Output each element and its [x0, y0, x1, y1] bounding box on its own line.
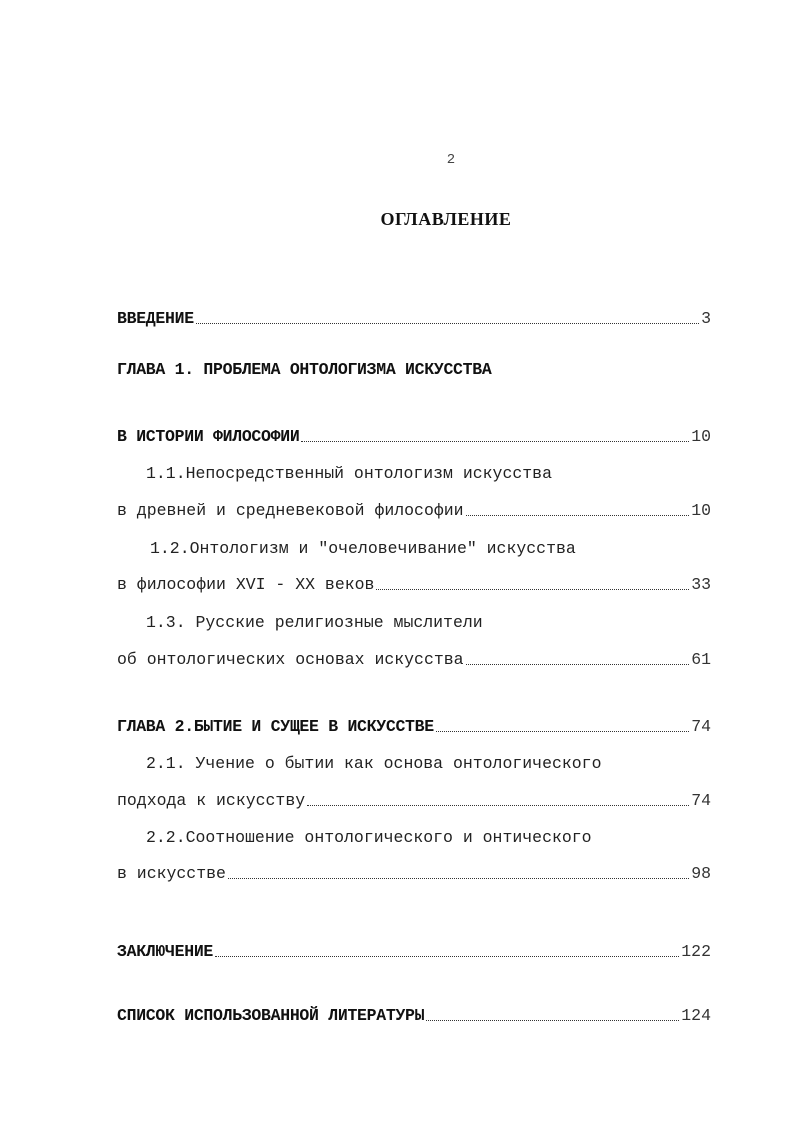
toc-entry-text: 2.1. Учение о бытии как основа онтологического [146, 754, 602, 773]
toc-entry-text: 1.2.Онтологизм и "очеловечивание" искусства [150, 539, 576, 558]
toc-entry-text: об онтологических основах искусства [117, 650, 464, 669]
toc-entry-text: 2.2.Соотношение онтологического и онтического [146, 828, 592, 847]
toc-entry-chapter-1[interactable] [117, 425, 711, 447]
dot-leader [301, 441, 689, 442]
toc-entry-text: ГЛАВА 1. ПРОБЛЕМА ОНТОЛОГИЗМА ИСКУССТВА [117, 360, 492, 379]
dot-leader [376, 589, 689, 590]
toc-entry-page: 122 [681, 942, 711, 961]
toc-entry-text: ВВЕДЕНИЕ [117, 309, 194, 328]
toc-entry-introduction[interactable] [117, 307, 711, 329]
toc-entry-text: СПИСОК ИСПОЛЬЗОВАННОЙ ЛИТЕРАТУРЫ [117, 1006, 425, 1025]
dot-leader [196, 323, 699, 324]
toc-entry-section-1-1[interactable] [117, 499, 711, 521]
toc-entry-page: 33 [691, 575, 711, 594]
dot-leader [228, 878, 689, 879]
toc-entry-page: 10 [691, 501, 711, 520]
page-title: ОГЛАВЛЕНИЕ [380, 209, 512, 229]
toc-entry-text: В ИСТОРИИ ФИЛОСОФИИ [117, 427, 300, 446]
toc-entry-chapter-1-title[interactable] [117, 358, 491, 380]
toc-entry-text: 1.1.Непосредственный онтологизм искусства [146, 464, 552, 483]
toc-entry-page: 10 [691, 427, 711, 446]
toc-entry-bibliography[interactable] [117, 1004, 711, 1026]
toc-entry-text: в искусстве [117, 864, 226, 883]
toc-entry-section-1-3-title[interactable] [146, 611, 483, 633]
dot-leader [466, 515, 690, 516]
toc-entry-text: 1.3. Русские религиозные мыслители [146, 613, 483, 632]
toc-entry-section-2-1-title[interactable] [146, 752, 601, 774]
toc-entry-page: 74 [691, 791, 711, 810]
toc-entry-text: ЗАКЛЮЧЕНИЕ [117, 942, 214, 961]
toc-entry-chapter-2[interactable] [117, 715, 711, 737]
toc-entry-section-1-2[interactable] [117, 573, 711, 595]
toc-entry-page: 98 [691, 864, 711, 883]
toc-entry-section-1-1-title[interactable] [146, 462, 552, 484]
toc-entry-section-1-2-title[interactable] [150, 537, 576, 559]
toc-entry-page: 74 [691, 717, 711, 736]
toc-entry-page: 61 [691, 650, 711, 669]
toc-entry-text: подхода к искусству [117, 791, 306, 810]
toc-entry-text: ГЛАВА 2.БЫТИЕ И СУЩЕЕ В ИСКУССТВЕ [117, 717, 434, 736]
toc-entry-page: 3 [701, 309, 711, 328]
dot-leader [215, 956, 679, 957]
dot-leader [426, 1020, 679, 1021]
toc-entry-section-2-2[interactable] [117, 862, 711, 884]
toc-entry-section-2-2-title[interactable] [146, 826, 592, 848]
page-number: 2 [446, 152, 456, 168]
toc-entry-page: 124 [681, 1006, 711, 1025]
dot-leader [307, 805, 689, 806]
toc-entry-text: в философии XVI - XX веков [117, 575, 375, 594]
toc-entry-conclusion[interactable] [117, 940, 711, 962]
toc-entry-section-2-1[interactable] [117, 789, 711, 811]
dot-leader [436, 731, 689, 732]
toc-entry-text: в древней и средневековой философии [117, 501, 464, 520]
toc-entry-section-1-3[interactable] [117, 648, 711, 670]
dot-leader [466, 664, 690, 665]
